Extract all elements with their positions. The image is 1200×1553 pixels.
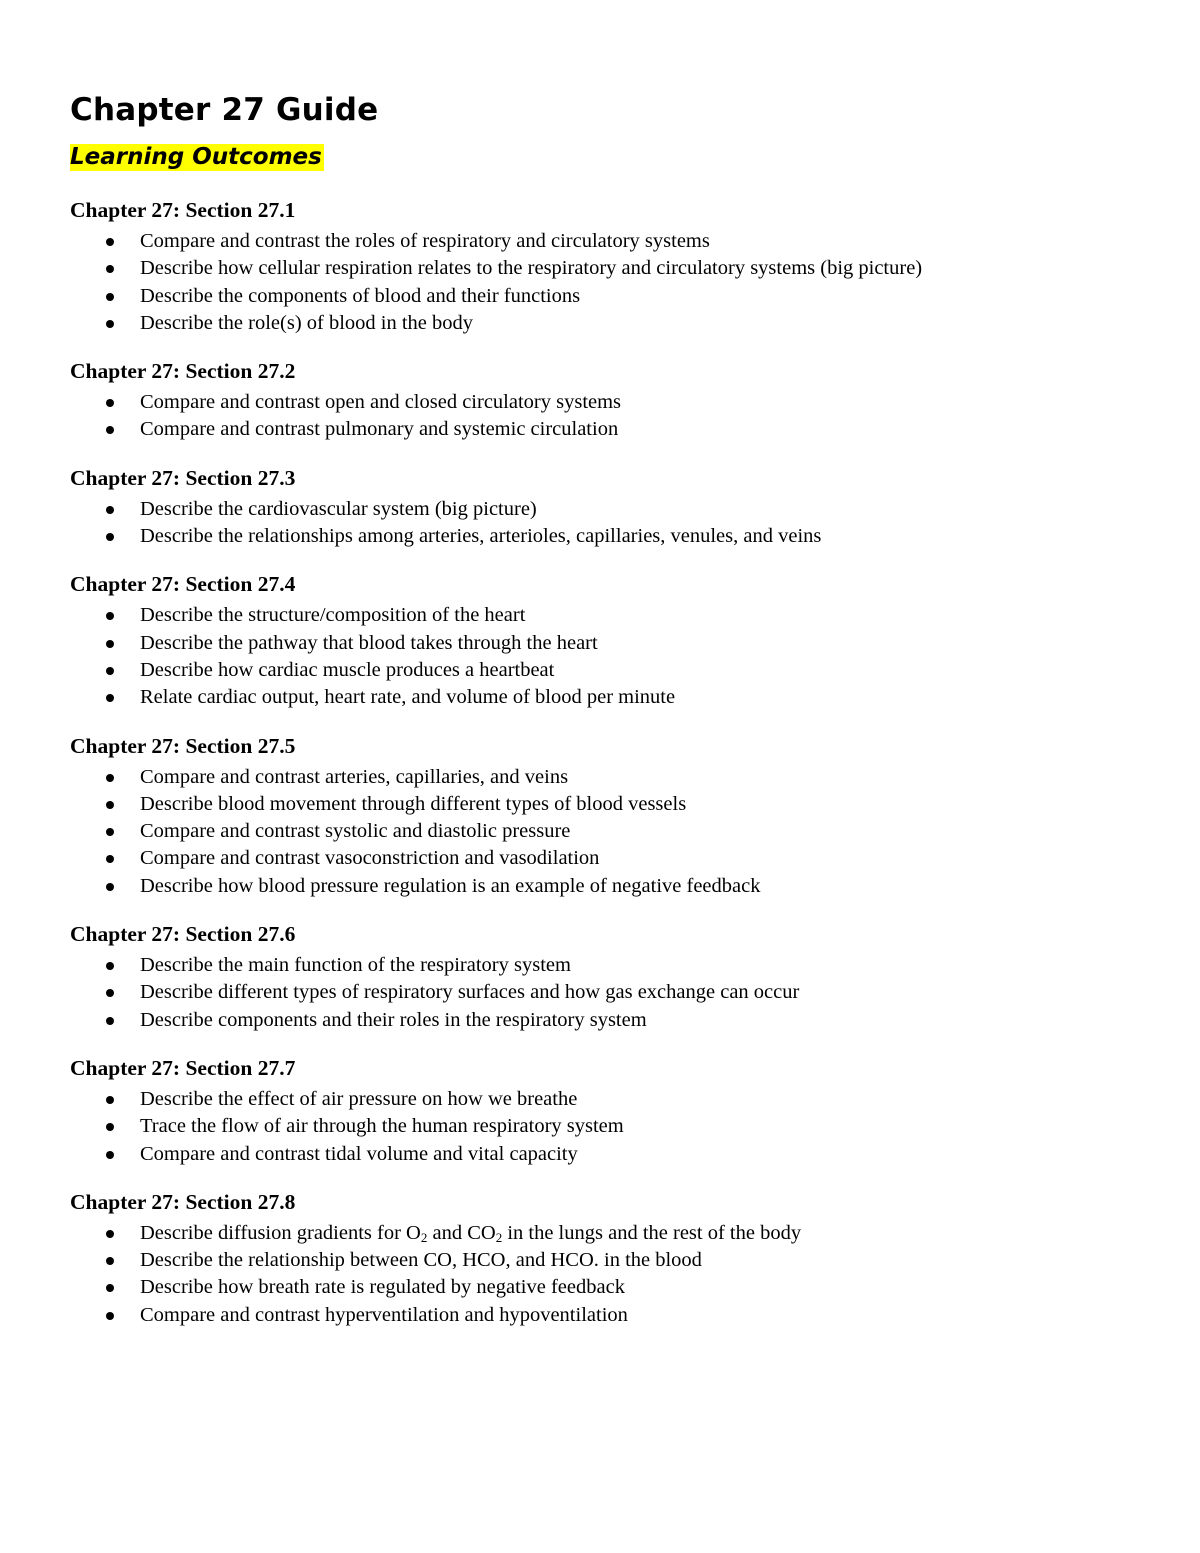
bullet-icon	[106, 774, 114, 782]
bullet-icon	[106, 1312, 114, 1320]
list-item-text: Compare and contrast open and closed circulatory systems	[140, 391, 622, 414]
bullet-icon	[106, 855, 114, 863]
list-item	[70, 845, 1130, 872]
outcome-list	[70, 1086, 1130, 1168]
outcome-list	[70, 228, 1130, 337]
bullet-icon	[106, 883, 114, 891]
list-item	[70, 1007, 1130, 1034]
outcome-list	[70, 602, 1130, 711]
bullet-icon	[106, 801, 114, 809]
bullet-icon	[106, 1230, 114, 1238]
section-3	[70, 464, 1130, 551]
section-8	[70, 1188, 1130, 1329]
section-heading: Chapter 27: Section 27.3	[70, 465, 296, 490]
list-item-text: Describe the main function of the respiratory system	[140, 954, 571, 977]
bullet-icon	[106, 426, 114, 434]
list-item-text: Compare and contrast pulmonary and systemic circulation	[140, 418, 619, 441]
list-item-text: Describe how cardiac muscle produces a heartbeat	[140, 658, 555, 681]
section-heading: Chapter 27: Section 27.8	[70, 1189, 296, 1214]
list-item	[70, 764, 1130, 791]
list-item-text: Describe how blood pressure regulation is an example of negative feedback	[140, 874, 761, 897]
section-heading: Chapter 27: Section 27.4	[70, 572, 296, 597]
bullet-icon	[106, 265, 114, 273]
list-item	[70, 1274, 1130, 1301]
bullet-icon	[106, 293, 114, 301]
section-4	[70, 570, 1130, 711]
list-item-text: Compare and contrast hyperventilation and hypoventilation	[140, 1303, 628, 1326]
section-2	[70, 357, 1130, 444]
bullet-icon	[106, 667, 114, 675]
list-item-text: Compare and contrast vasoconstriction and vasodilation	[140, 847, 600, 870]
section-heading: Chapter 27: Section 27.2	[70, 359, 296, 384]
list-item-text: Describe the role(s) of blood in the body	[140, 311, 474, 334]
bullet-icon	[106, 1284, 114, 1292]
list-item-text: Trace the flow of air through the human respiratory system	[140, 1115, 624, 1138]
list-item	[70, 389, 1130, 416]
list-item-text: Compare and contrast the roles of respiratory and circulatory systems	[140, 230, 710, 252]
list-item	[70, 1086, 1130, 1113]
list-item	[70, 255, 1130, 282]
list-item	[70, 310, 1130, 337]
list-item	[70, 952, 1130, 979]
outcome-list	[70, 764, 1130, 900]
bullet-icon	[106, 962, 114, 970]
list-item	[70, 1141, 1130, 1168]
bullet-icon	[106, 1096, 114, 1104]
list-item	[70, 523, 1130, 550]
list-item-text: Describe how cellular respiration relates to the respiratory and circulatory systems (big picture)	[140, 257, 923, 280]
list-item-text: Describe the pathway that blood takes through the heart	[140, 631, 598, 654]
list-item	[70, 496, 1130, 523]
bullet-icon	[106, 640, 114, 648]
bullet-icon	[106, 989, 114, 997]
bullet-icon	[106, 828, 114, 836]
section-7	[70, 1054, 1130, 1168]
list-item-text: Relate cardiac output, heart rate, and volume of blood per minute	[140, 686, 676, 709]
document-title: Chapter 27 Guide	[70, 92, 379, 128]
list-item	[70, 1247, 1130, 1274]
list-item	[70, 283, 1130, 310]
outcome-list	[70, 1220, 1130, 1329]
list-item-text: Describe the structure/composition of the heart	[140, 604, 526, 627]
outcome-list	[70, 496, 1130, 551]
list-item	[70, 657, 1130, 684]
bullet-icon	[106, 399, 114, 407]
list-item-text: Compare and contrast systolic and diastolic pressure	[140, 820, 571, 843]
list-item-text: Compare and contrast arteries, capillaries, and veins	[140, 765, 569, 788]
list-item	[70, 684, 1130, 711]
list-item-text: Describe the effect of air pressure on how we breathe	[140, 1087, 578, 1110]
section-heading: Chapter 27: Section 27.6	[70, 922, 296, 947]
bullet-icon	[106, 533, 114, 541]
list-item-text: Compare and contrast tidal volume and vital capacity	[140, 1142, 578, 1165]
list-item	[70, 873, 1130, 900]
list-item	[70, 1302, 1130, 1329]
list-item-text: Describe the components of blood and their functions	[140, 284, 581, 307]
list-item-text: Describe how breath rate is regulated by negative feedback	[140, 1276, 625, 1299]
list-item-text: Describe the cardiovascular system (big picture)	[140, 497, 537, 520]
list-item-text: Describe blood movement through different types of blood vessels	[140, 792, 687, 815]
bullet-icon	[106, 238, 114, 246]
list-item	[70, 416, 1130, 443]
list-item-text: Describe different types of respiratory surfaces and how gas exchange can occur	[140, 981, 800, 1004]
bullet-icon	[106, 506, 114, 514]
outcome-list	[70, 952, 1130, 1034]
outcome-list	[70, 389, 1130, 444]
section-heading: Chapter 27: Section 27.7	[70, 1055, 296, 1080]
subtitle-highlight: Learning Outcomes	[70, 144, 322, 170]
bullet-icon	[106, 1123, 114, 1131]
list-item-text: Describe the relationship between CO, HCO, and HCO. in the blood	[140, 1249, 702, 1272]
bullet-icon	[106, 612, 114, 620]
list-item	[70, 1220, 1130, 1247]
section-heading: Chapter 27: Section 27.1	[70, 198, 296, 222]
list-item	[70, 979, 1130, 1006]
list-item	[70, 791, 1130, 818]
list-item-text: Describe diffusion gradients for $O_2$ and $CO_2$ in the lungs and the rest of the body	[140, 1221, 802, 1245]
list-item	[70, 1113, 1130, 1140]
bullet-icon	[106, 1151, 114, 1159]
list-item	[70, 630, 1130, 657]
sections-container	[70, 196, 1130, 1329]
bullet-icon	[106, 320, 114, 328]
list-item-text: Describe components and their roles in the respiratory system	[140, 1008, 647, 1031]
bullet-icon	[106, 1017, 114, 1025]
document-subtitle	[70, 142, 1130, 172]
list-item	[70, 228, 1130, 255]
list-item	[70, 602, 1130, 629]
section-6	[70, 920, 1130, 1034]
section-heading: Chapter 27: Section 27.5	[70, 733, 296, 758]
document-page	[70, 88, 1130, 1349]
bullet-icon	[106, 694, 114, 702]
list-item	[70, 818, 1130, 845]
section-1	[70, 196, 1130, 337]
bullet-icon	[106, 1257, 114, 1265]
list-item-text: Describe the relationships among arteries, arterioles, capillaries, venules, and veins	[140, 525, 822, 548]
section-5	[70, 732, 1130, 900]
